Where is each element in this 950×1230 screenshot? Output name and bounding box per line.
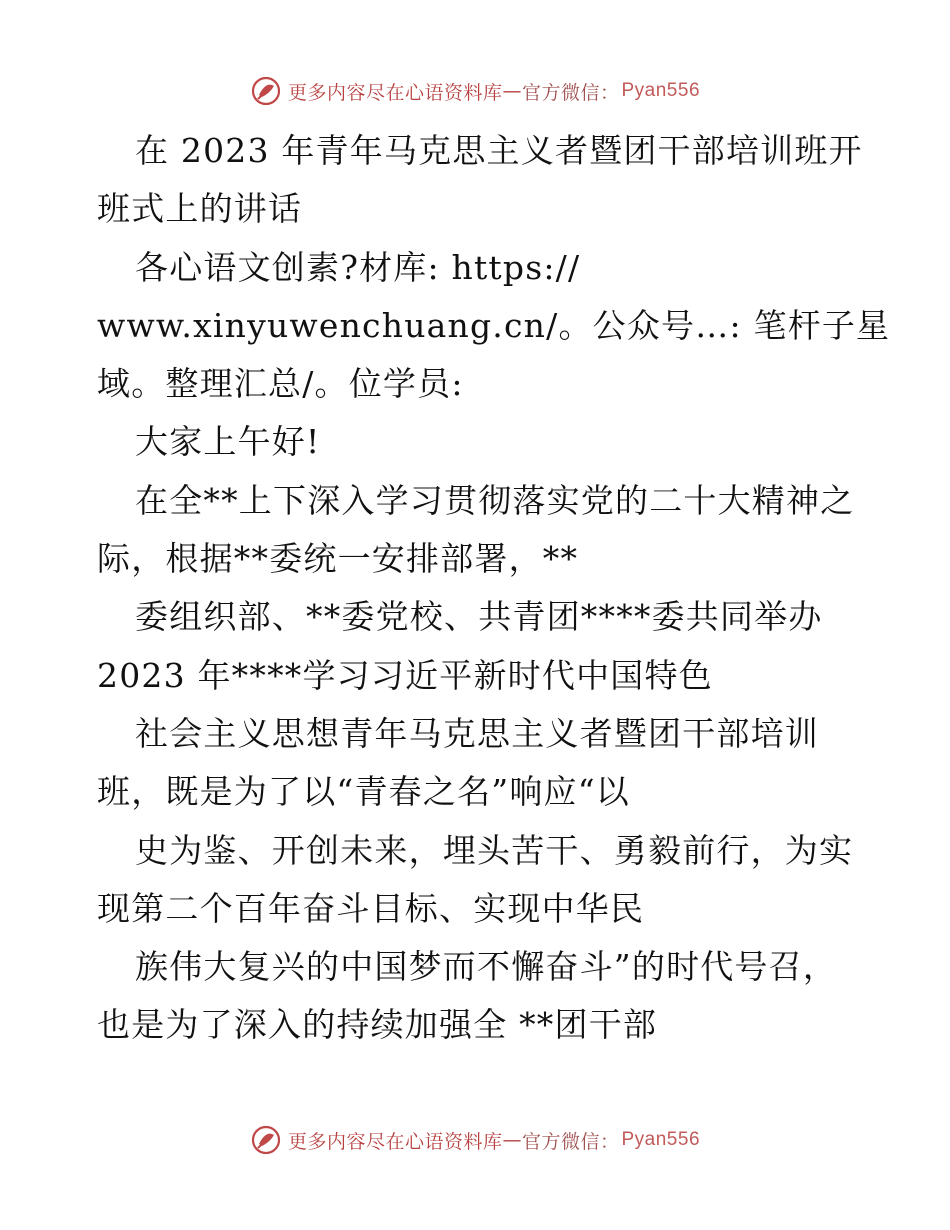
banner-wechat-id: Pyan556 [621,80,701,101]
body-line: 社会主义思想青年马克思主义者暨团干部培训 [135,713,819,753]
banner-dash: — [502,80,522,102]
banner-wechat-label: 官方微信： [521,1130,620,1153]
body-line: 也是为了深入的持续加强全 **团干部 [97,1005,658,1045]
body-line: 现第二个百年奋斗目标、实现中华民 [97,888,645,928]
body-line: 在全**上下深入学习贯彻落实党的二十大精神之 [135,480,855,520]
body-line: 各心语文创素?材库: https:// [135,247,581,287]
body-line: 班，既是为了以“青春之名”响应“以 [97,772,631,812]
footer-watermark-banner [0,1120,950,1160]
banner-wechat-label: 官方微信： [521,81,620,104]
body-line: 际，根据**委统一安排部署，** [97,539,579,579]
banner-wechat-id: Pyan556 [621,1129,701,1150]
body-line: 委组织部、**委党校、共青团****委共同举办 [135,597,823,637]
banner-brand-text: 更多内容尽在心语资料库 [287,81,503,104]
document-body [97,122,891,1055]
banner-brand-text: 更多内容尽在心语资料库 [287,1130,503,1153]
pen-heart-logo-icon [250,75,282,107]
header-watermark-banner [0,71,950,111]
body-line: 史为鉴、开创未来，埋头苦干、勇毅前行，为实 [135,830,854,870]
pen-heart-logo-icon [250,1124,282,1156]
banner-dash: — [502,1129,522,1151]
body-line: 族伟大复兴的中国梦而不懈奋斗”的时代号召， [135,947,838,987]
body-line: 2023 年****学习习近平新时代中国特色 [97,655,713,695]
title-line-2: 班式上的讲话 [97,189,303,229]
title-line-1: 在 2023 年青年马克思主义者暨团干部培训班开 [135,131,863,170]
body-line: 域。整理汇总/。位学员: [97,364,464,404]
greeting-line: 大家上午好! [135,422,321,462]
body-line: www.xinyuwenchuang.cn/。公众号…: 笔杆子星 [97,305,891,345]
